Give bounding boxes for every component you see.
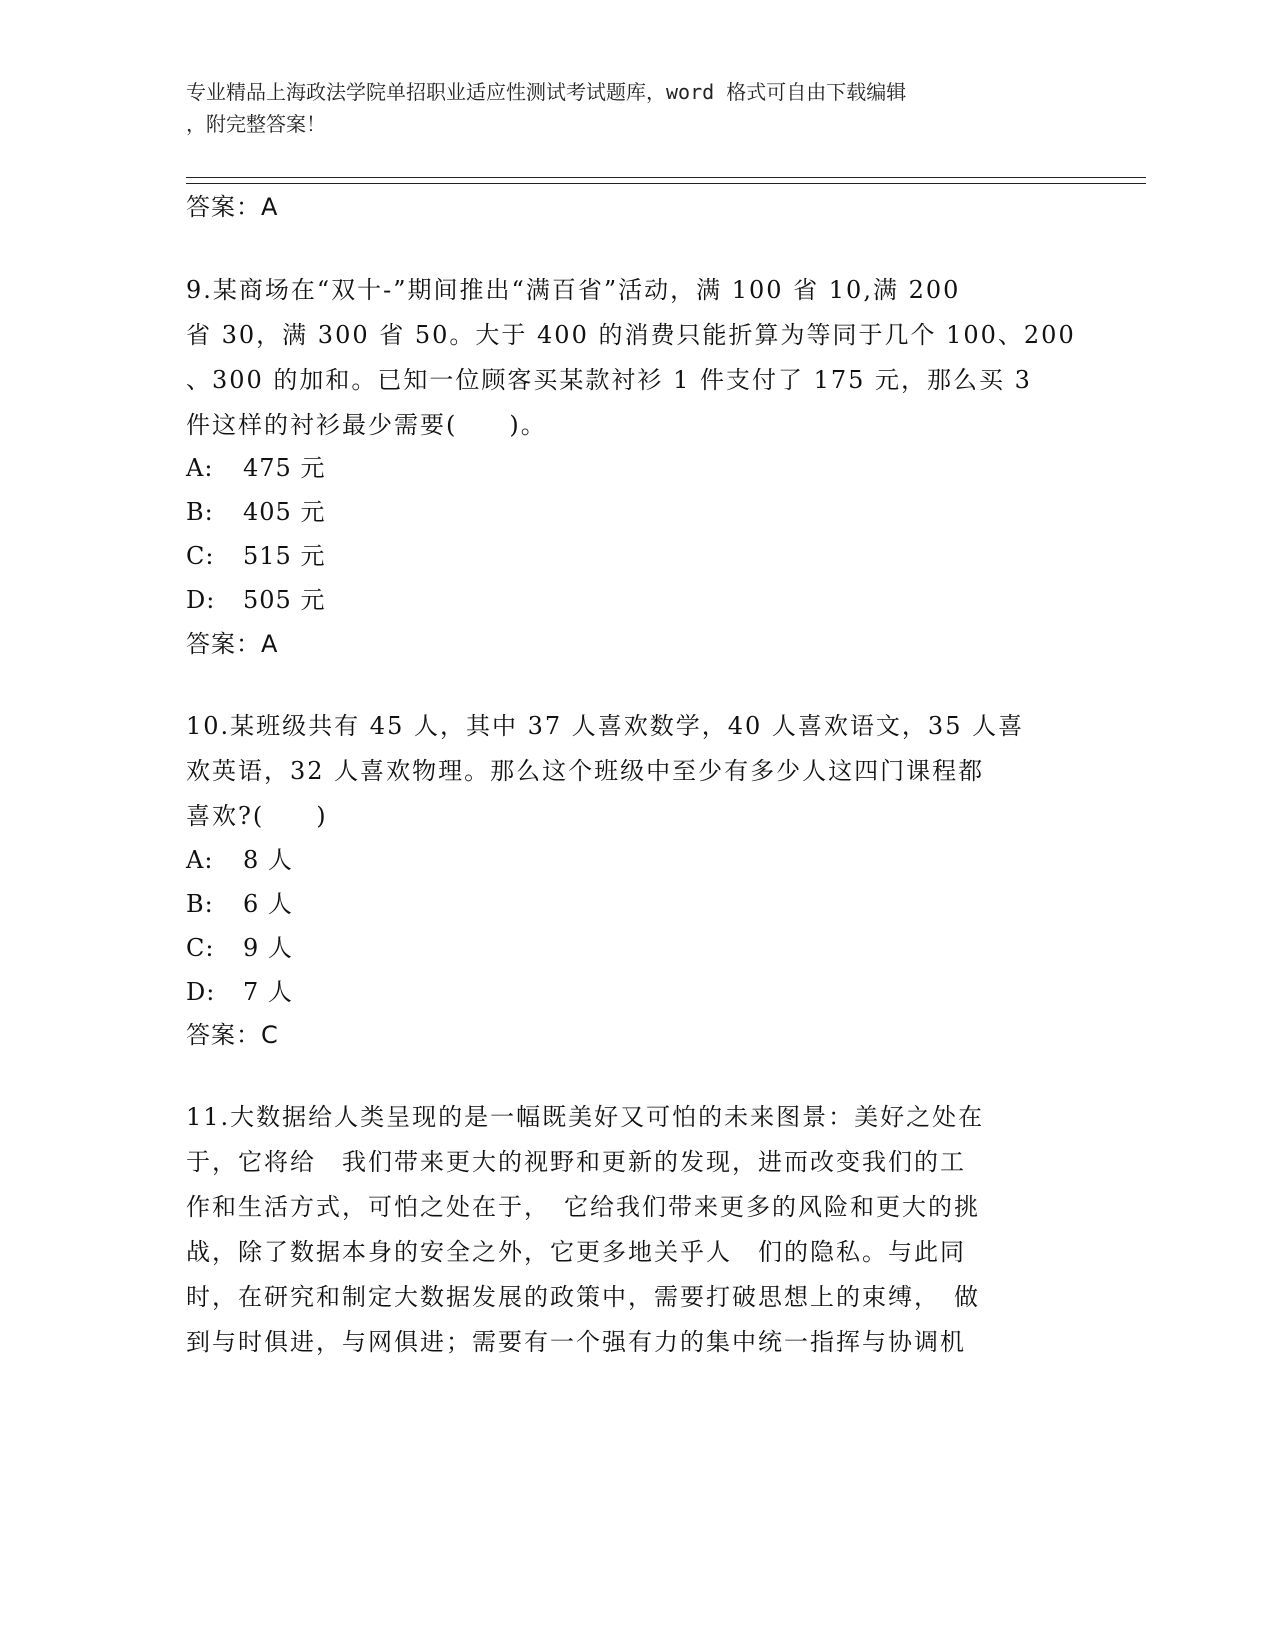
question-9-option-c: [186, 536, 325, 571]
option-label: C:: [186, 934, 215, 962]
option-label: D:: [186, 978, 216, 1006]
option-text: 7 人: [243, 978, 293, 1006]
header-line-2: ，附完整答案！: [186, 112, 326, 136]
question-10-option-c: [186, 928, 293, 963]
option-label: D:: [186, 586, 216, 614]
question-line: 欢英语，32 人喜欢物理。那么这个班级中至少有多少人这四门课程都: [186, 757, 985, 785]
question-line: 10.某班级共有 45 人，其中 37 人喜欢数学，40 人喜欢语文，35 人喜: [186, 712, 1025, 740]
question-9-option-d: [186, 580, 325, 615]
question-line: 于，它将给 我们带来更大的视野和更新的发现，进而改变我们的工: [186, 1148, 966, 1176]
question-line: 战，除了数据本身的安全之外，它更多地关乎人 们的隐私。与此同: [186, 1238, 966, 1266]
page-header: [186, 76, 1066, 140]
previous-answer: 答案：A: [186, 193, 279, 221]
question-9-option-a: [186, 448, 325, 483]
question-line: 到与时俱进，与网俱进；需要有一个强有力的集中统一指挥与协调机: [186, 1328, 966, 1356]
option-text: 9 人: [243, 934, 293, 962]
question-line: 9.某商场在“双十-”期间推出“满百省”活动，满 100 省 10,满 200: [186, 276, 961, 304]
question-9-option-b: [186, 492, 325, 527]
option-label: B:: [186, 890, 214, 918]
option-text: 515 元: [243, 542, 326, 570]
question-line: 作和生活方式，可怕之处在于， 它给我们带来更多的风险和更大的挑: [186, 1193, 980, 1221]
question-10-answer: 答案：C: [186, 1021, 279, 1049]
option-text: 8 人: [243, 846, 293, 874]
header-rule-top: [186, 177, 1146, 178]
question-line: 时，在研究和制定大数据发展的政策中，需要打破思想上的束缚， 做: [186, 1283, 980, 1311]
question-10-option-d: [186, 972, 293, 1007]
question-10-option-b: [186, 884, 293, 919]
question-9-text: [186, 268, 1086, 448]
question-10-option-a: [186, 840, 293, 875]
header-rule-bottom: [186, 183, 1146, 184]
question-11-text: [186, 1095, 1086, 1365]
option-label: A:: [186, 846, 214, 874]
question-line: 11.大数据给人类呈现的是一幅既美好又可怕的未来图景：美好之处在: [186, 1103, 985, 1131]
question-line: 省 30，满 300 省 50。大于 400 的消费只能折算为等同于几个 100、200: [186, 321, 1076, 349]
option-text: 6 人: [243, 890, 293, 918]
question-10-text: [186, 704, 1086, 839]
option-text: 505 元: [243, 586, 326, 614]
option-label: A:: [186, 454, 214, 482]
question-line: 喜欢?( ): [186, 802, 328, 830]
question-9-answer: 答案：A: [186, 630, 279, 658]
option-text: 405 元: [243, 498, 326, 526]
option-label: B:: [186, 498, 214, 526]
header-line-1: 专业精品上海政法学院单招职业适应性测试考试题库，word 格式可自由下载编辑: [186, 80, 907, 104]
option-label: C:: [186, 542, 215, 570]
option-text: 475 元: [243, 454, 326, 482]
question-line: 件这样的衬衫最少需要( )。: [186, 411, 547, 439]
question-line: 、300 的加和。已知一位顾客买某款衬衫 1 件支付了 175 元，那么买 3: [186, 366, 1032, 394]
